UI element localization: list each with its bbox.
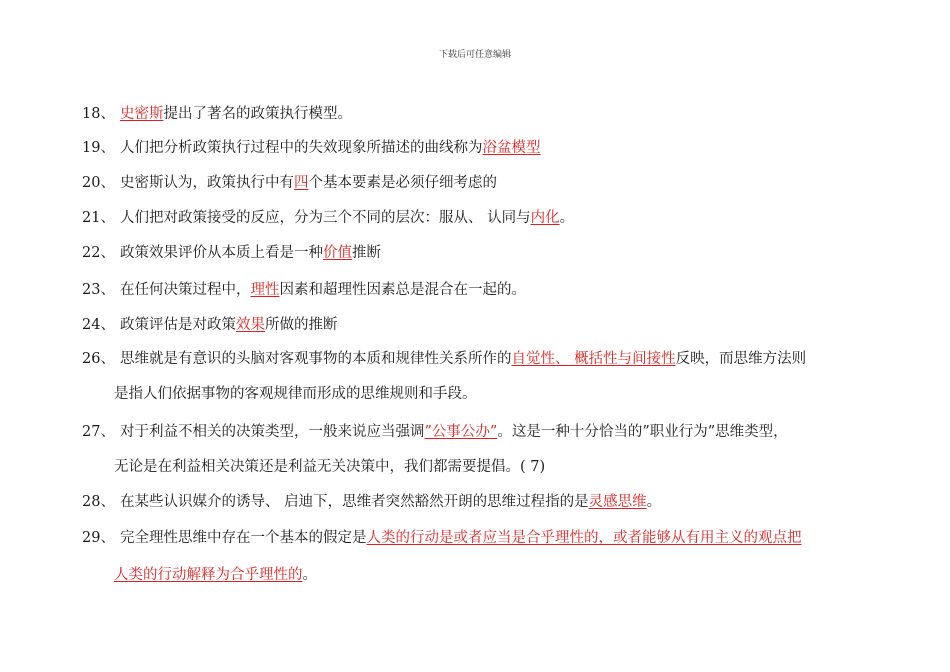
question-item xyxy=(82,104,882,124)
question-text: 所做的推断 xyxy=(265,317,338,333)
question-item xyxy=(82,349,882,369)
question-item xyxy=(82,280,882,300)
answer-text: 浴盆模型 xyxy=(482,140,541,156)
question-text: 思维就是有意识的头脑对客观事物的本质和规律性关系所作的 xyxy=(120,351,512,367)
answer-text: 价值 xyxy=(323,245,352,261)
question-number: 18、 xyxy=(82,106,115,122)
question-item xyxy=(82,243,882,263)
question-text: 因素和超理性因素总是混合在一起的。 xyxy=(279,282,526,298)
answer-text: 自觉性、 概括性与间接性 xyxy=(511,351,676,367)
question-text: 在某些认识媒介的诱导、 启迪下，思维者突然豁然开朗的思维过程指的是 xyxy=(120,494,589,510)
question-text: 。这是一种十分恰当的”职业行为”思维类型， xyxy=(497,424,788,440)
question-item xyxy=(82,528,882,548)
question-text: 政策评估是对政策 xyxy=(120,317,236,333)
question-item xyxy=(82,492,882,512)
question-item xyxy=(82,422,882,442)
question-number: 19、 xyxy=(82,140,115,156)
question-text: 人们把对政策接受的反应，分为三个不同的层次：服从、 认同与 xyxy=(120,210,531,226)
answer-text: ”公事公办” xyxy=(424,424,498,440)
question-number: 27、 xyxy=(82,424,115,440)
answer-text: 灵感思维 xyxy=(588,494,647,510)
question-item xyxy=(82,173,882,193)
question-text: 对于利益不相关的决策类型，一般来说应当强调 xyxy=(120,424,425,440)
question-number: 26、 xyxy=(82,351,115,367)
answer-text: 人类的行动解释为合乎理性的 xyxy=(114,567,303,583)
question-continuation xyxy=(114,457,884,477)
question-text: 史密斯认为，政策执行中有 xyxy=(120,175,294,191)
question-item xyxy=(82,315,882,335)
question-text: 反映，而思维方法则 xyxy=(675,351,807,367)
question-text: 是指人们依据事物的客观规律而形成的思维规则和手段。 xyxy=(114,386,477,402)
question-text: 人们把分析政策执行过程中的失效现象所描述的曲线称为 xyxy=(120,140,483,156)
question-text: 。 xyxy=(302,567,317,583)
question-text: 提出了著名的政策执行模型。 xyxy=(163,106,352,122)
question-number: 24、 xyxy=(82,317,115,333)
question-text: 在任何决策过程中， xyxy=(120,282,251,298)
question-text: 完全理性思维中存在一个基本的假定是 xyxy=(120,530,367,546)
page-header: 下载后可任意编辑 xyxy=(438,50,511,60)
question-number: 20、 xyxy=(82,175,115,191)
question-number: 23、 xyxy=(82,282,115,298)
question-item xyxy=(82,138,882,158)
question-number: 28、 xyxy=(82,494,115,510)
question-text: 。 xyxy=(559,210,575,226)
question-text: 。 xyxy=(646,494,662,510)
question-number: 21、 xyxy=(82,210,115,226)
question-text: 政策效果评价从本质上看是一种 xyxy=(120,245,323,261)
answer-text: 史密斯 xyxy=(120,106,164,122)
question-text: 推断 xyxy=(352,245,381,261)
answer-text: 理性 xyxy=(250,282,280,298)
answer-text: 内化 xyxy=(530,210,560,226)
question-number: 29、 xyxy=(82,530,115,546)
question-continuation xyxy=(114,384,884,404)
question-text: 无论是在利益相关决策还是利益无关决策中，我们都需要提倡。( 7) xyxy=(114,459,546,475)
answer-text: 效果 xyxy=(236,317,265,333)
question-number: 22、 xyxy=(82,245,115,261)
answer-text: 人类的行动是或者应当是合乎理性的，或者能够从有用主义的观点把 xyxy=(366,530,802,546)
question-item xyxy=(82,208,882,228)
question-continuation xyxy=(114,565,884,585)
question-text: 个基本要素是必须仔细考虑的 xyxy=(308,175,497,191)
answer-text: 四 xyxy=(294,175,309,191)
